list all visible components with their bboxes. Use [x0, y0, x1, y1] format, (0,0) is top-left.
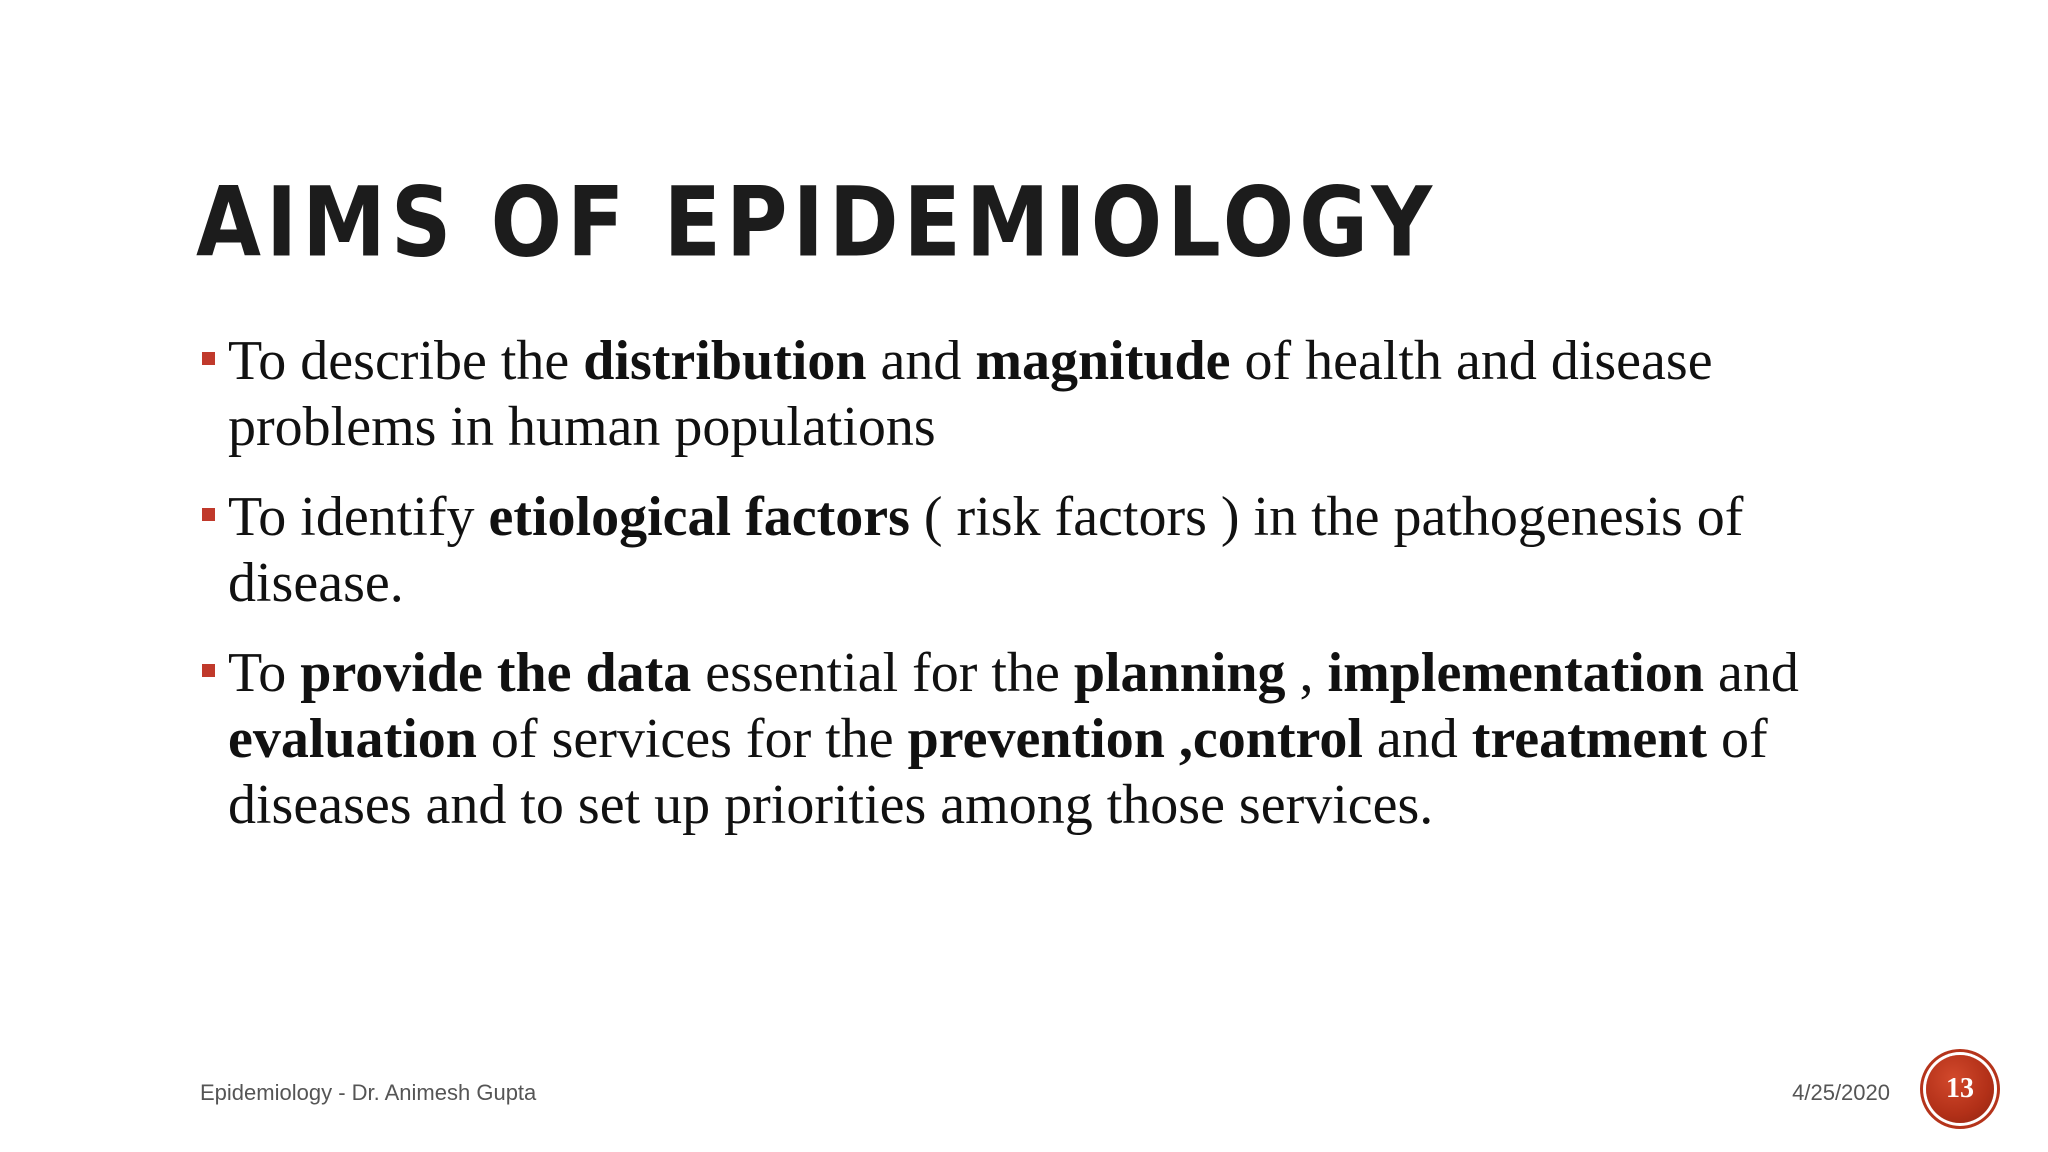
bullet-emphasis: magnitude [975, 330, 1231, 392]
bullet-item [200, 328, 1920, 460]
bullet-text: and [1703, 642, 1799, 704]
bullet-text: ( risk factors ) in the pathogenesis of disease. [228, 486, 1744, 614]
bullet-emphasis: planning [1073, 642, 1286, 704]
bullet-emphasis: provide the data [300, 642, 692, 704]
bullet-emphasis: distribution [583, 330, 867, 392]
bullet-text: To [228, 642, 301, 704]
page-number: 13 [1946, 1073, 1974, 1104]
bullet-text: essential for the [691, 642, 1074, 704]
bullet-item [200, 484, 1920, 616]
square-bullet-icon [202, 508, 215, 521]
square-bullet-icon [202, 352, 215, 365]
bullet-emphasis: evaluation [228, 708, 477, 770]
bullet-text: of services for the [476, 708, 908, 770]
bullet-text: of diseases and to set up priorities among those services. [228, 708, 1768, 836]
bullet-item [200, 640, 1920, 838]
bullet-text: To describe the [228, 330, 584, 392]
square-bullet-icon [202, 664, 215, 677]
bullet-text: To identify [228, 486, 489, 548]
bullet-list [200, 328, 1920, 862]
bullet-text: and [866, 330, 976, 392]
bullet-text: of health and disease problems in human populations [228, 330, 1713, 458]
bullet-emphasis: etiological factors [488, 486, 910, 548]
bullet-text: and [1362, 708, 1472, 770]
footer-author: Epidemiology - Dr. Animesh Gupta [200, 1080, 537, 1105]
bullet-emphasis: implementation [1327, 642, 1704, 704]
bullet-emphasis: treatment [1471, 708, 1708, 770]
bullet-emphasis: prevention ,control [907, 708, 1363, 770]
bullet-text: , [1285, 642, 1328, 704]
page-number-badge [1926, 1055, 1994, 1123]
footer-date: 4/25/2020 [1792, 1080, 1890, 1105]
slide-title: AIMS OF EPIDEMIOLOGY [196, 165, 1438, 279]
